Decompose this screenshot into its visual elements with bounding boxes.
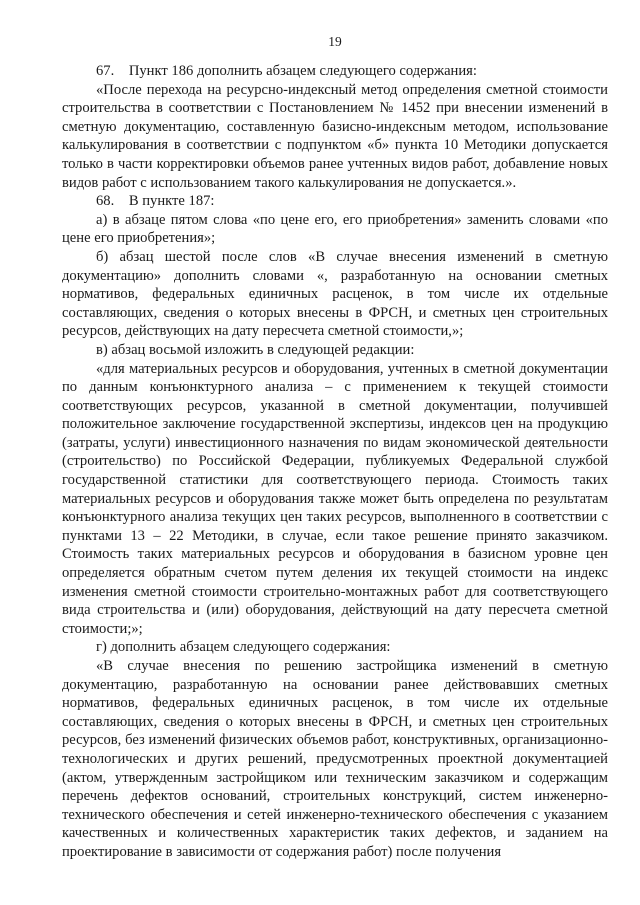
paragraph-quote-materials: «для материальных ресурсов и оборудования, учтенных в сметной документации по данным конъюнктурного анализа – с применением к текущей стоимости соответствующих ресурсов, указанной в сметной документации, получившей положительное заключение государственной экспертизы, индексов цен на продукцию (затраты, услуги) инвестиционного назначения по видам экономической деятельности (строительство) по Российской Федерации, публикуемых Федеральной службой государственной статистики для соответствующего периода. Стоимость таких материальных ресурсов и оборудования также может быть определена по результатам конъюнктурного анализа текущих цен таких ресурсов, выполненного в соответствии с пунктами 13 – 22 Методики, в случае, если такое решение принято заказчиком. Стоимость таких материальных ресурсов и оборудования в базисном уровне цен определяется обратным счетом путем деления их текущей стоимости на индекс изменения сметной стоимости строительно-монтажных работ для соответствующего вида строительства и (или) оборудования, действующий на дату пересчета сметной стоимости;»; xyxy=(62,360,608,637)
paragraph-subitem-a: а) в абзаце пятом слова «по цене его, его приобретения» заменить словами «по цене его приобретения»; xyxy=(62,211,608,247)
paragraph-quote-changes: «В случае внесения по решению застройщика изменений в сметную документацию, разработанную на основании ранее действовавших сметных нормативов, федеральных единичных расценок, в том числе их отдельные составляющих, сведения о которых внесены в ФРСН, и сметных цен строительных ресурсов, без изменений физических объемов работ, конструктивных, организационно-технологических и других решений, предусмотренных проектной документацией (актом, утвержденным застройщиком или техническим заказчиком и содержащим перечень дефектов оснований, строительных конструкций, систем инженерно-технического обеспечения и сетей инженерно-технического обеспечения с указанием качественных и количественных характеристик таких дефектов, и заданием на проектирование в зависимости от содержания работ) после получения xyxy=(62,658,608,860)
paragraph-quote-186: «После перехода на ресурсно-индексный метод определения сметной стоимости строительства в соответствии с Постановлением № 1452 при внесении изменений в сметную документацию, составленную базисно-индексным методом, использование калькулирования в соответствии с подпунктом «б» пункта 10 Методики допускается только в части корректировки объемов ранее учтенных видов работ, добавление новых видов работ с использованием такого калькулирования не допускается.». xyxy=(62,81,608,191)
paragraph-subitem-b: б) абзац шестой после слов «В случае внесения изменений в сметную документацию» дополнить словами «, разработанную на основании сметных нормативов, федеральных единичных расценок, в том числе их отдельные составляющих, сведения о которых внесены в ФРСН, и сметных цен строительных ресурсов, действующих на дату пересчета сметной стоимости,»; xyxy=(62,248,608,340)
paragraph-subitem-g: г) дополнить абзацем следующего содержания: xyxy=(96,639,391,656)
paragraph-item-68: 68. В пункте 187: xyxy=(96,193,215,210)
paragraph-item-67: 67. Пункт 186 дополнить абзацем следующего содержания: xyxy=(96,63,477,79)
page-number: 19 xyxy=(328,34,342,49)
paragraph-subitem-v: в) абзац восьмой изложить в следующей редакции: xyxy=(96,341,415,358)
